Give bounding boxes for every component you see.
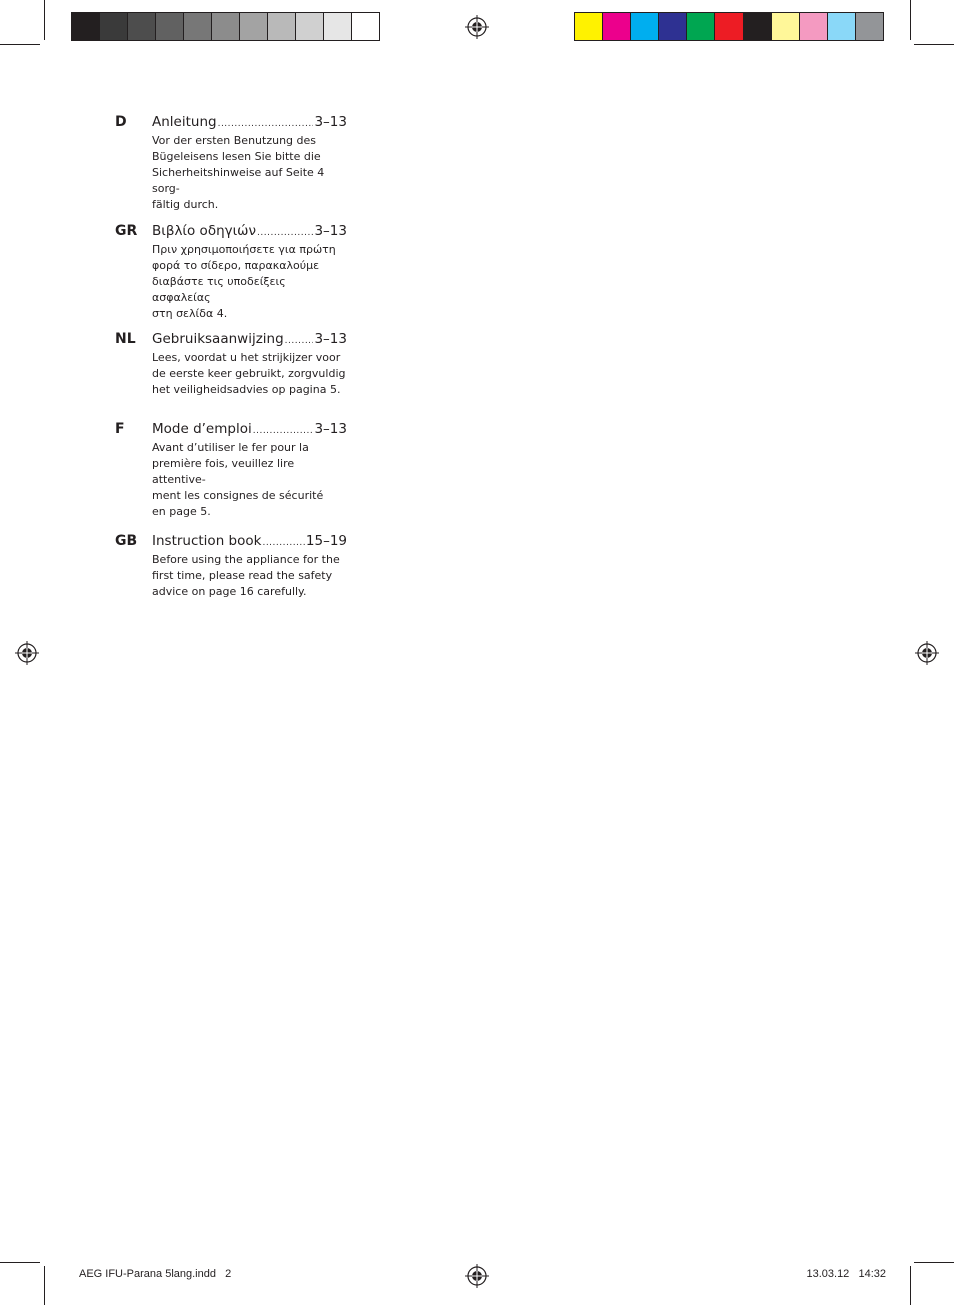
registration-mark-icon: [465, 15, 489, 39]
page-range: 3–13: [314, 421, 347, 437]
crop-mark: [0, 44, 40, 45]
registration-mark-icon: [915, 641, 939, 665]
page-range: 3–13: [314, 223, 347, 239]
grayscale-color-bar: [71, 12, 380, 41]
safety-note: Avant d’utiliser le fer pour la première fois, veuillez lire attentive- ment les consignes de sécurité en page 5.: [152, 441, 324, 518]
crop-mark: [914, 1262, 954, 1263]
toc-line: [152, 222, 347, 242]
safety-note: Lees, voordat u het strijkijzer voor de eerste keer gebruikt, zorgvuldig het veiligheidsadvies op pagina 5.: [152, 351, 346, 396]
color-swatch: [603, 13, 631, 40]
safety-note: Before using the appliance for the first time, please read the safety advice on page 16 carefully.: [152, 553, 340, 598]
color-swatch: [828, 13, 856, 40]
color-swatch: [128, 13, 156, 40]
color-swatch: [800, 13, 828, 40]
color-swatch: [575, 13, 603, 40]
toc-line: [152, 113, 347, 133]
safety-note: Πριν χρησιμοποιήσετε για πρώτη φορά το σίδερο, παρακαλούμε διαβάστε τις υποδείξεις ασφαλείας στη σελίδα 4.: [152, 243, 336, 320]
language-code: D: [115, 114, 127, 130]
color-swatch: [240, 13, 268, 40]
color-swatch: [268, 13, 296, 40]
manual-title: Mode d’emploi: [152, 421, 252, 437]
color-swatch: [156, 13, 184, 40]
color-swatch: [72, 13, 100, 40]
dot-leader: [285, 332, 314, 350]
dot-leader: [262, 534, 304, 552]
color-swatch: [324, 13, 352, 40]
crop-mark: [910, 1266, 911, 1305]
color-swatch: [631, 13, 659, 40]
color-swatch: [687, 13, 715, 40]
registration-mark-icon: [15, 641, 39, 665]
language-code: F: [115, 421, 125, 437]
color-swatch: [772, 13, 800, 40]
toc-line: [152, 532, 347, 552]
toc-line: [152, 420, 347, 440]
color-swatch: [212, 13, 240, 40]
safety-note: Vor der ersten Benutzung des Bügeleisens lesen Sie bitte die Sicherheitshinweise auf Seite 4 sorg- fältig durch.: [152, 134, 325, 211]
crop-mark: [914, 44, 954, 45]
color-swatch: [856, 13, 883, 40]
page-range: 3–13: [314, 114, 347, 130]
crop-mark: [44, 0, 45, 40]
manual-title: Βιβλίο οδηγιών: [152, 223, 257, 239]
registration-mark-icon: [465, 1264, 489, 1288]
color-swatch: [100, 13, 128, 40]
crop-mark: [0, 1262, 40, 1263]
toc-line: [152, 330, 347, 350]
color-swatch: [659, 13, 687, 40]
slug-filename: AEG IFU-Parana 5lang.indd 2: [79, 1268, 232, 1280]
color-swatch: [715, 13, 743, 40]
color-swatch: [184, 13, 212, 40]
dot-leader: [253, 422, 314, 440]
language-code: GB: [115, 533, 138, 549]
crop-mark: [910, 0, 911, 40]
slug-timestamp: 13.03.12 14:32: [806, 1268, 886, 1280]
language-code: GR: [115, 223, 138, 239]
dot-leader: [257, 224, 313, 242]
manual-title: Instruction book: [152, 533, 262, 549]
manual-title: Gebruiksaanwijzing: [152, 331, 284, 347]
color-swatch: [744, 13, 772, 40]
dot-leader: [218, 115, 314, 133]
crop-mark: [44, 1266, 45, 1305]
process-color-bar: [574, 12, 884, 41]
page-range: 15–19: [305, 533, 347, 549]
language-code: NL: [115, 331, 136, 347]
color-swatch: [296, 13, 324, 40]
color-swatch: [352, 13, 379, 40]
manual-title: Anleitung: [152, 114, 217, 130]
page-range: 3–13: [314, 331, 347, 347]
